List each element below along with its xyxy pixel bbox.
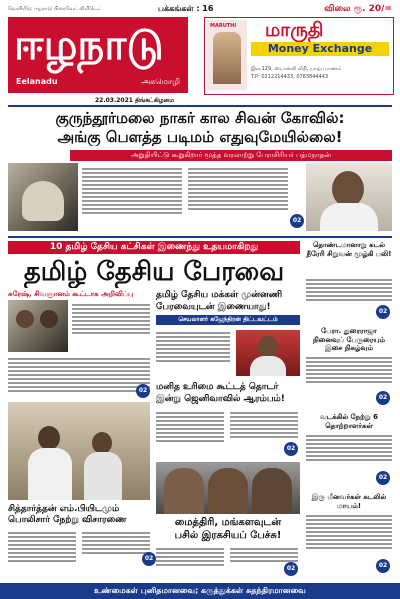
sitharthan-body-col-1 xyxy=(8,530,76,564)
logo-sub-tamil: அகமொழி xyxy=(141,77,180,86)
sidebar-item-page-ref: 02 xyxy=(376,559,390,573)
lead-headline-1: குருந்தூர்மலை நாகர் கால சிவன் கோவில்: xyxy=(55,110,345,127)
maithri-headline-1: மைத்திரி, மங்களவுடன் xyxy=(174,517,282,528)
ad-brand: மாருதி xyxy=(265,19,324,41)
sidebar-item-page-ref: 02 xyxy=(376,305,390,319)
hr-body-col-2 xyxy=(230,410,298,440)
sidebar-item-4 xyxy=(306,493,392,579)
lead-body-col-2 xyxy=(188,166,288,212)
lead-body-col-1 xyxy=(82,166,182,216)
main-sub-kicker: செயலாளர் கஜேந்திரன் திட்டவட்டம் xyxy=(156,315,300,325)
publisher-line: வெளியீடு: ஈழநாடு பிரைவேட் லிமிடெட் xyxy=(8,6,102,12)
lead-page-ref: 02 xyxy=(290,214,304,228)
lead-kicker: அறுதியிட்டு கூறுகிறார் மூத்த வரலாற்று பேராசிரியர் பத்மநாதன் xyxy=(70,150,392,161)
sidebar-item-2 xyxy=(306,327,392,409)
sidebar-item-1 xyxy=(306,241,392,323)
main-sub-body xyxy=(156,330,230,364)
sitharthan-photo xyxy=(8,402,150,500)
sidebar-item-page-ref: 02 xyxy=(376,391,390,405)
top-strip xyxy=(8,4,392,14)
footer-band xyxy=(0,583,400,599)
maithri-page-ref: 02 xyxy=(284,562,298,576)
ad-address: இல.129, ஸ்டான்லி வீதி, யாழ்ப்பாணம் xyxy=(251,66,342,72)
sidebar-item-body xyxy=(306,433,392,463)
hr-headline-1: மனித உரிமை கூட்டத் தொடர் xyxy=(156,382,279,392)
sidebar-item-page-ref: 02 xyxy=(376,471,390,485)
price-label: விலை ரூ. 20/= xyxy=(324,4,392,14)
hr-body-col-1 xyxy=(156,410,224,444)
sidebar-item-headline: வடக்கில் நேற்று 6 தொற்றாளர்கள் xyxy=(319,413,379,430)
ad-logo-box xyxy=(207,20,247,90)
hr-headline-2: இன்று ஜெனிவாவில் ஆரம்பம்! xyxy=(156,394,285,404)
sitharthan-body-col-2 xyxy=(82,530,150,556)
sidebar-item-3 xyxy=(306,413,392,489)
main-strap: 10 தமிழ் தேசிய கட்சிகள் இணைந்து உதயமாகிறது xyxy=(8,241,300,254)
sidebar xyxy=(306,241,392,581)
logo-text: ஈழநாடு xyxy=(14,20,164,69)
sidebar-item-body xyxy=(306,277,392,303)
lead-divider xyxy=(8,236,392,238)
date-line: 22.03.2021 திங்கட்கிழமை xyxy=(95,97,175,104)
logo-sub: Eelanadu xyxy=(16,77,58,86)
masthead-logo xyxy=(8,17,188,93)
main-sub-strap: சுரேஷ், சிவஞானம் கூட்டாக அறிவிப்பு xyxy=(8,290,134,298)
main-headline: தமிழ் தேசிய பேரவை xyxy=(23,257,285,287)
maruthi-ad xyxy=(204,17,394,95)
main-photo-leaders xyxy=(8,300,68,352)
sidebar-item-body xyxy=(306,513,392,551)
ad-title: Money Exchange xyxy=(251,42,389,56)
sidebar-item-body xyxy=(306,355,392,385)
main-body-wide xyxy=(8,356,150,394)
lead-photo-professor xyxy=(306,163,392,231)
main-body-col-1 xyxy=(72,302,150,336)
footer-text: உண்மைகள் புனிதமானவை; கருத்துக்கள் சுதந்திரமானவை xyxy=(94,586,306,595)
masthead-rule xyxy=(8,105,392,107)
ad-phone: T.P: 0212214433, 0763844443 xyxy=(251,74,329,80)
ad-tag: MARUTHI xyxy=(210,23,237,29)
ad-person-photo xyxy=(213,32,241,84)
maithri-body-col-1 xyxy=(156,546,224,568)
sitharthan-page-ref: 02 xyxy=(142,552,156,566)
maithri-body-col-2 xyxy=(230,546,298,564)
maithri-photos xyxy=(156,462,300,514)
lead-photo-statue xyxy=(8,163,78,231)
sidebar-item-headline: பேரா. துரைராஜா நினைவுப் பேருரையும் இசை நிகழ்வும் xyxy=(312,327,386,352)
maithri-headline-2: பசில் இரகசியப் பேச்சு! xyxy=(174,530,282,541)
main-sub-headline-1: தமிழ் தேசிய மக்கள் முன்னணி xyxy=(156,290,283,300)
main-photo-gajendran xyxy=(236,330,300,376)
hr-page-ref: 02 xyxy=(284,442,298,456)
pages-label: பக்கங்கள் : 16 xyxy=(158,4,214,13)
main-page-ref: 02 xyxy=(136,384,150,398)
main-sub-headline-2: பேரவையுடன் இணையாது! xyxy=(156,302,271,312)
lead-headline-2: அங்கு பௌத்த படிமம் எதுவுமேயில்லை! xyxy=(57,129,343,146)
sitharthan-headline: சித்தார்த்தன் எம்.பியிடமும் பொலிசார் நேற்று விசாரணை xyxy=(8,504,127,525)
sidebar-item-headline: இரு மீனவர்கள் கடலில் மாயம்! xyxy=(311,493,387,510)
sidebar-item-headline: தொண்டமானாறு கடல் நீரேரி சிறுவன் மூழ்கி பலி! xyxy=(306,241,392,258)
